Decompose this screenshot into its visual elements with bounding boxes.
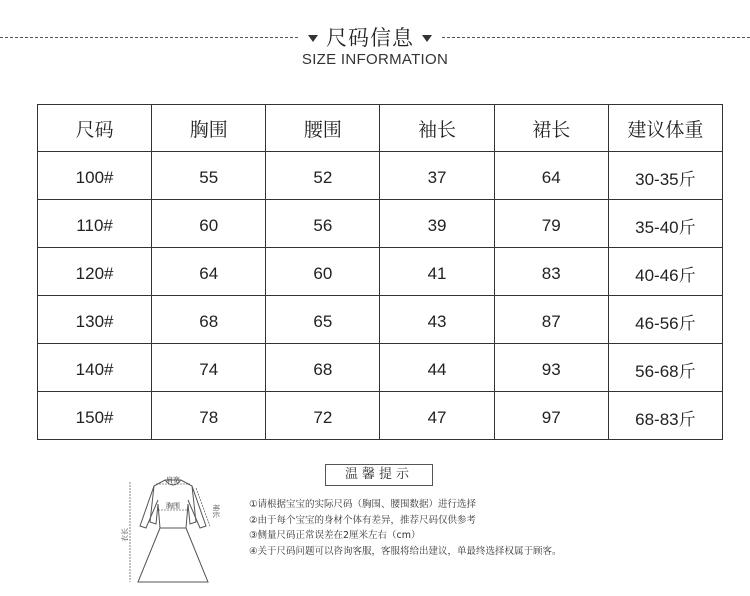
- cell-value: 44: [427, 359, 447, 379]
- cell-value: 52: [313, 167, 333, 187]
- cell-value: 97: [541, 407, 561, 427]
- dashed-divider-left: [0, 37, 298, 38]
- cell-chest: [152, 200, 266, 248]
- table-row: [38, 392, 723, 440]
- dress-skirt-outline: [138, 528, 208, 582]
- tips-title: 温馨提示: [325, 464, 433, 486]
- cell-value: 60: [313, 263, 333, 283]
- cell-chest: [152, 248, 266, 296]
- dashed-divider-right: [442, 37, 750, 38]
- cell-size: [38, 344, 152, 392]
- cell-sleeve: [380, 200, 494, 248]
- cell-value: 30-35斤: [635, 170, 696, 189]
- cell-waist: [266, 344, 380, 392]
- cell-sleeve: [380, 248, 494, 296]
- cell-value: 60: [199, 215, 219, 235]
- chest-label: 胸围: [166, 502, 180, 510]
- list-item: ②由于每个宝宝的身材个体有差异，推荐尺码仅供参考: [249, 514, 477, 526]
- table-row: [38, 200, 723, 248]
- cell-weight: [608, 152, 722, 200]
- cell-waist: [266, 200, 380, 248]
- cell-value: 35-40斤: [635, 218, 696, 237]
- dress-measurement-diagram: [118, 470, 228, 588]
- cell-value: 74: [199, 359, 219, 379]
- cell-value: 64: [199, 263, 219, 283]
- cell-value: 130#: [75, 311, 114, 331]
- cell-sleeve: [380, 392, 494, 440]
- cell-value: 40-46斤: [635, 266, 696, 285]
- cell-waist: [266, 296, 380, 344]
- cell-value: 68: [199, 311, 219, 331]
- cell-value: 65: [313, 311, 333, 331]
- table-row: [38, 248, 723, 296]
- list-item: ③侧量尺码正常误差在2厘米左右（cm）: [249, 530, 421, 541]
- cell-sleeve: [380, 152, 494, 200]
- cell-value: 87: [541, 311, 561, 331]
- column-header-size: 尺码: [38, 105, 152, 152]
- table-row: [38, 152, 723, 200]
- cell-size: [38, 152, 152, 200]
- cell-length: [494, 296, 608, 344]
- size-table: [37, 104, 723, 440]
- table-header-row: [38, 105, 723, 152]
- table-row: [38, 344, 723, 392]
- dress-left-sleeve: [140, 486, 158, 528]
- cell-weight: [608, 200, 722, 248]
- dress-icon: [118, 470, 228, 588]
- cell-value: 83: [541, 263, 561, 283]
- cell-value: 150#: [75, 407, 114, 427]
- sleeve-measure-line: [196, 488, 210, 526]
- list-item: ①请根据宝宝的实际尺码（胸围、腰围数据）进行选择: [249, 499, 477, 510]
- cell-value: 72: [313, 407, 333, 427]
- column-header-chest: 胸围: [152, 105, 266, 152]
- column-header-sleeve: 袖长: [380, 105, 494, 152]
- shoulder-label: 肩宽: [166, 476, 180, 484]
- cell-value: 68-83斤: [635, 410, 696, 429]
- cell-length: [494, 392, 608, 440]
- column-header-length: 裙长: [494, 105, 608, 152]
- cell-weight: [608, 248, 722, 296]
- cell-chest: [152, 344, 266, 392]
- cell-sleeve: [380, 296, 494, 344]
- cell-value: 47: [427, 407, 447, 427]
- cell-value: 78: [199, 407, 219, 427]
- column-header-waist: 腰围: [266, 105, 380, 152]
- page-title: 尺码信息: [326, 26, 414, 50]
- cell-value: 55: [199, 167, 219, 187]
- title-row: [298, 22, 442, 52]
- cell-size: [38, 392, 152, 440]
- triangle-down-icon: [308, 35, 318, 42]
- sleeve-label: 袖长: [212, 504, 220, 518]
- cell-value: 110#: [76, 215, 113, 235]
- cell-value: 56: [313, 215, 333, 235]
- column-header-weight: 建议体重: [608, 105, 722, 152]
- cell-value: 120#: [75, 263, 114, 283]
- page-subtitle: SIZE INFORMATION: [301, 51, 449, 68]
- cell-chest: [152, 152, 266, 200]
- cell-waist: [266, 392, 380, 440]
- cell-size: [38, 200, 152, 248]
- cell-length: [494, 344, 608, 392]
- list-item: ④关于尺码问题可以咨询客服，客服将给出建议，单最终选择权属于顾客。: [249, 545, 562, 557]
- cell-value: 93: [541, 359, 561, 379]
- cell-chest: [152, 392, 266, 440]
- triangle-down-icon: [422, 35, 432, 42]
- cell-value: 68: [313, 359, 333, 379]
- table-row: [38, 296, 723, 344]
- cell-value: 100#: [75, 167, 114, 187]
- cell-value: 140#: [75, 359, 114, 379]
- cell-sleeve: [380, 344, 494, 392]
- cell-size: [38, 248, 152, 296]
- cell-value: 37: [427, 167, 447, 187]
- cell-value: 56-68斤: [635, 362, 696, 381]
- cell-length: [494, 152, 608, 200]
- cell-size: [38, 296, 152, 344]
- cell-length: [494, 200, 608, 248]
- cell-waist: [266, 152, 380, 200]
- cell-value: 46-56斤: [635, 314, 696, 333]
- cell-value: 41: [427, 263, 447, 283]
- cell-value: 64: [541, 167, 561, 187]
- cell-value: 39: [427, 215, 447, 235]
- cell-chest: [152, 296, 266, 344]
- cell-length: [494, 248, 608, 296]
- tips-list: [249, 497, 729, 559]
- length-label: 衣长: [121, 528, 129, 542]
- cell-weight: [608, 296, 722, 344]
- dress-right-sleeve: [188, 486, 206, 528]
- cell-value: 79: [541, 215, 561, 235]
- cell-weight: [608, 344, 722, 392]
- cell-weight: [608, 392, 722, 440]
- cell-waist: [266, 248, 380, 296]
- cell-value: 43: [427, 311, 447, 331]
- section-header: [0, 22, 750, 72]
